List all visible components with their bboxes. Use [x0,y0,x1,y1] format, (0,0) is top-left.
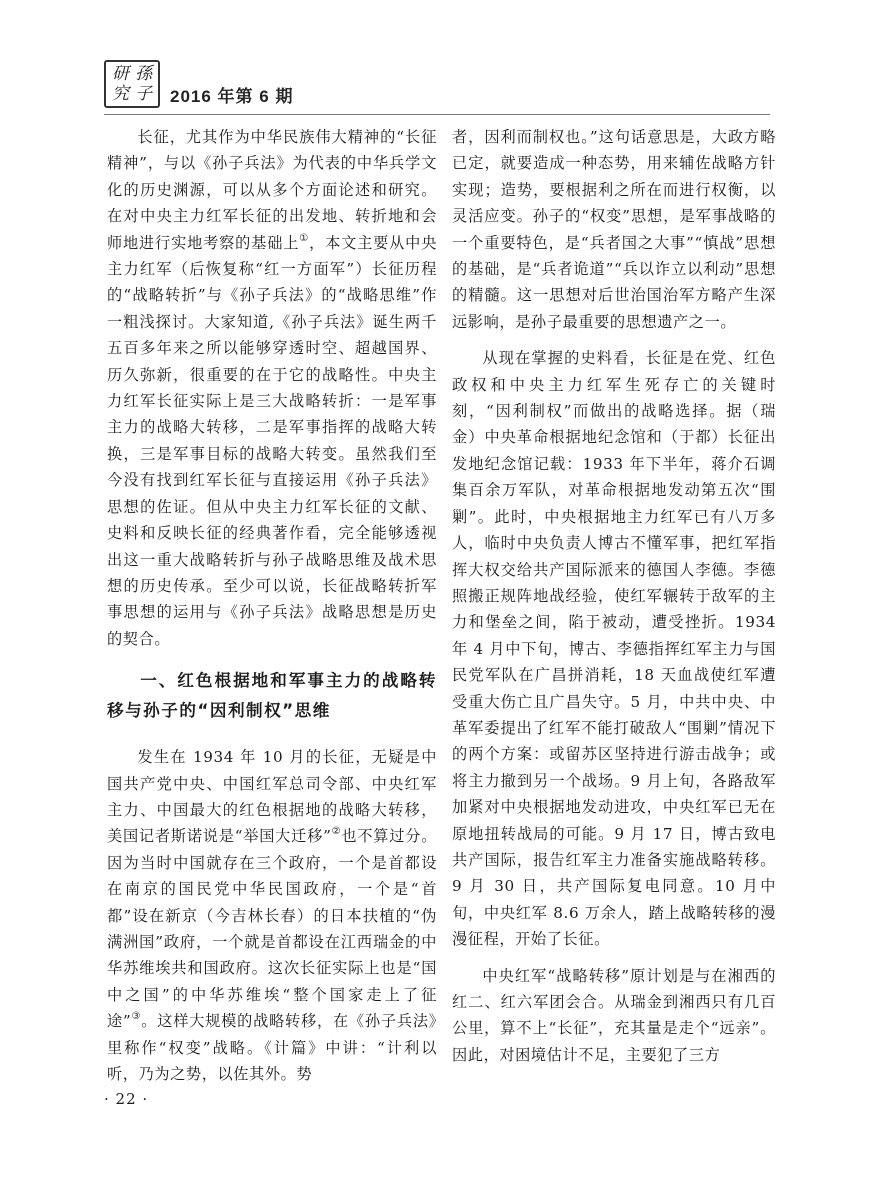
right-column [452,124,776,1078]
left-column [107,124,437,1097]
section-text-b: 也不算过分。因为当时中国就存在三个政府，一个是首都设在南京的国民党中华民国政府，一个是“首都”设在新京（今吉林长春）的日本扶植的“伪满洲国”政府，一个就是首都设在江西瑞金的中华苏维埃共和国政府。这次长征实际上也是“国中之国”的中华苏维埃“整个国家走上了征途” [107,827,437,1031]
journal-logo [104,60,160,108]
footnote-ref: ② [331,826,342,838]
section-paragraph [107,744,437,1087]
logo-char: 孫 [135,64,152,84]
page-header [104,60,764,120]
intro-paragraph [107,124,437,652]
section-text-a: 发生在 1934 年 10 月的长征，无疑是中国共产党中央、中国红军总司令部、中央红军主力、中国最大的红色根据地的战略大转移，美国记者斯诺说是“举国大迁移” [107,748,437,846]
footnote-ref: ① [299,232,310,244]
intro-text: 长征，尤其作为中华民族伟大精神的“长征精神”，与以《孙子兵法》为代表的中华兵学文化的历史渊源，可以从多个方面论述和研究。在对中央主力红军长征的出发地、转折地和会师地进行实地考察的基础上 [107,128,437,252]
page-number: · 22 · [104,1090,149,1108]
section-heading: 一、红色根据地和军事主力的战略转移与孙子的“因利制权”思维 [107,671,437,721]
intro-text-rest: ，本文主要从中央主力红军（后恢复称“红一方面军”）长征历程的“战略转折”与《孙子兵法》的“战略思维”作一粗浅探讨。大家知道,《孙子兵法》诞生两千五百多年来之所以能够穿透时空、超越国界、历久弥新，很重要的在于它的战略性。中央主力红军长征实际上是三大战略转折：一是军事主力的战略大转移，二是军事指挥的战略大转换，三是军事目标的战略大转变。虽然我们至今没有找到红军长征与直接运用《孙子兵法》思想的佐证。但从中央主力红军长征的文献、史料和反映长征的经典著作看，完全能够透视出这一重大战略转折与孙子战略思维及战术思想的历史传承。至少可以说，长征战略转折军事思想的运用与《孙子兵法》战略思想是历史的契合。 [107,233,437,648]
footnote-ref: ③ [131,1011,142,1023]
logo-char: 研 [112,64,129,84]
section-text-c: 。这样大规模的战略转移，在《孙子兵法》里称作“权变”战略。《计篇》中讲：“计利以听，乃为之势，以佐其外。势 [107,1012,437,1083]
history-paragraph: 从现在掌握的史料看，长征是在党、红色政权和中央主力红军生死存亡的关键时刻，“因利制权”而做出的战略选择。据（瑞金）中央革命根据地纪念馆和（于都）长征出发地纪念馆记载：1933 年下半年，蒋介石调集百余万军队，对革命根据地发动第五次“围剿”。此时，中央根据地主力红军已有八万多人，临时中央负责人博古不懂军事，把红军指挥大权交给共产国际派来的德国人李德。李德照搬正规阵地战经验，使红军辗转于敌军的主力和堡垒之间，陷于被动，遭受挫折。1934 年 4 月中下旬，博古、李德指挥红军主力与国民党军队在广昌拼消耗，18 天血战使红军遭受重大伤亡且广昌失守。5 月，中共中央、中革军委提出了红军不能打破敌人“围剿”情况下的两个方案：或留苏区坚持进行游击战争；或将主力撤到另一个战场。9 月上旬，各路敌军加紧对中央根据地发动进攻，中央红军已无在原地扭转战局的可能。9 月 17 日，博古致电共产国际，报告红军主力准备实施战略转移。9 月 30 日，共产国际复电同意。10 月中旬，中央红军 8.6 万余人，踏上战略转移的漫漫征程，开始了长征。 [452,349,776,949]
header-divider [104,114,770,115]
logo-char: 究 [112,84,129,104]
issue-label: 2016 年第 6 期 [170,87,294,106]
continued-paragraph: 者，因利而制权也。”这句话意思是，大政方略已定，就要造成一种态势，用来辅佐战略方针实现；造势，要根据利之所在而进行权衡，以灵活应变。孙子的“权变”思想，是军事战略的一个重要特色，是“兵者国之大事”“慎战”思想的基础，是“兵者诡道”“兵以诈立以利动”思想的精髓。这一思想对后世治国治军方略产生深远影响，是孙子最重要的思想遗产之一。 [452,128,776,331]
logo-char: 子 [135,84,152,104]
plan-paragraph: 中央红军“战略转移”原计划是与在湘西的红二、红六军团会合。从瑞金到湘西只有几百公里，算不上“长征”，充其量是走个“远亲”。因此，对困境估计不足，主要犯了三方 [452,966,776,1064]
